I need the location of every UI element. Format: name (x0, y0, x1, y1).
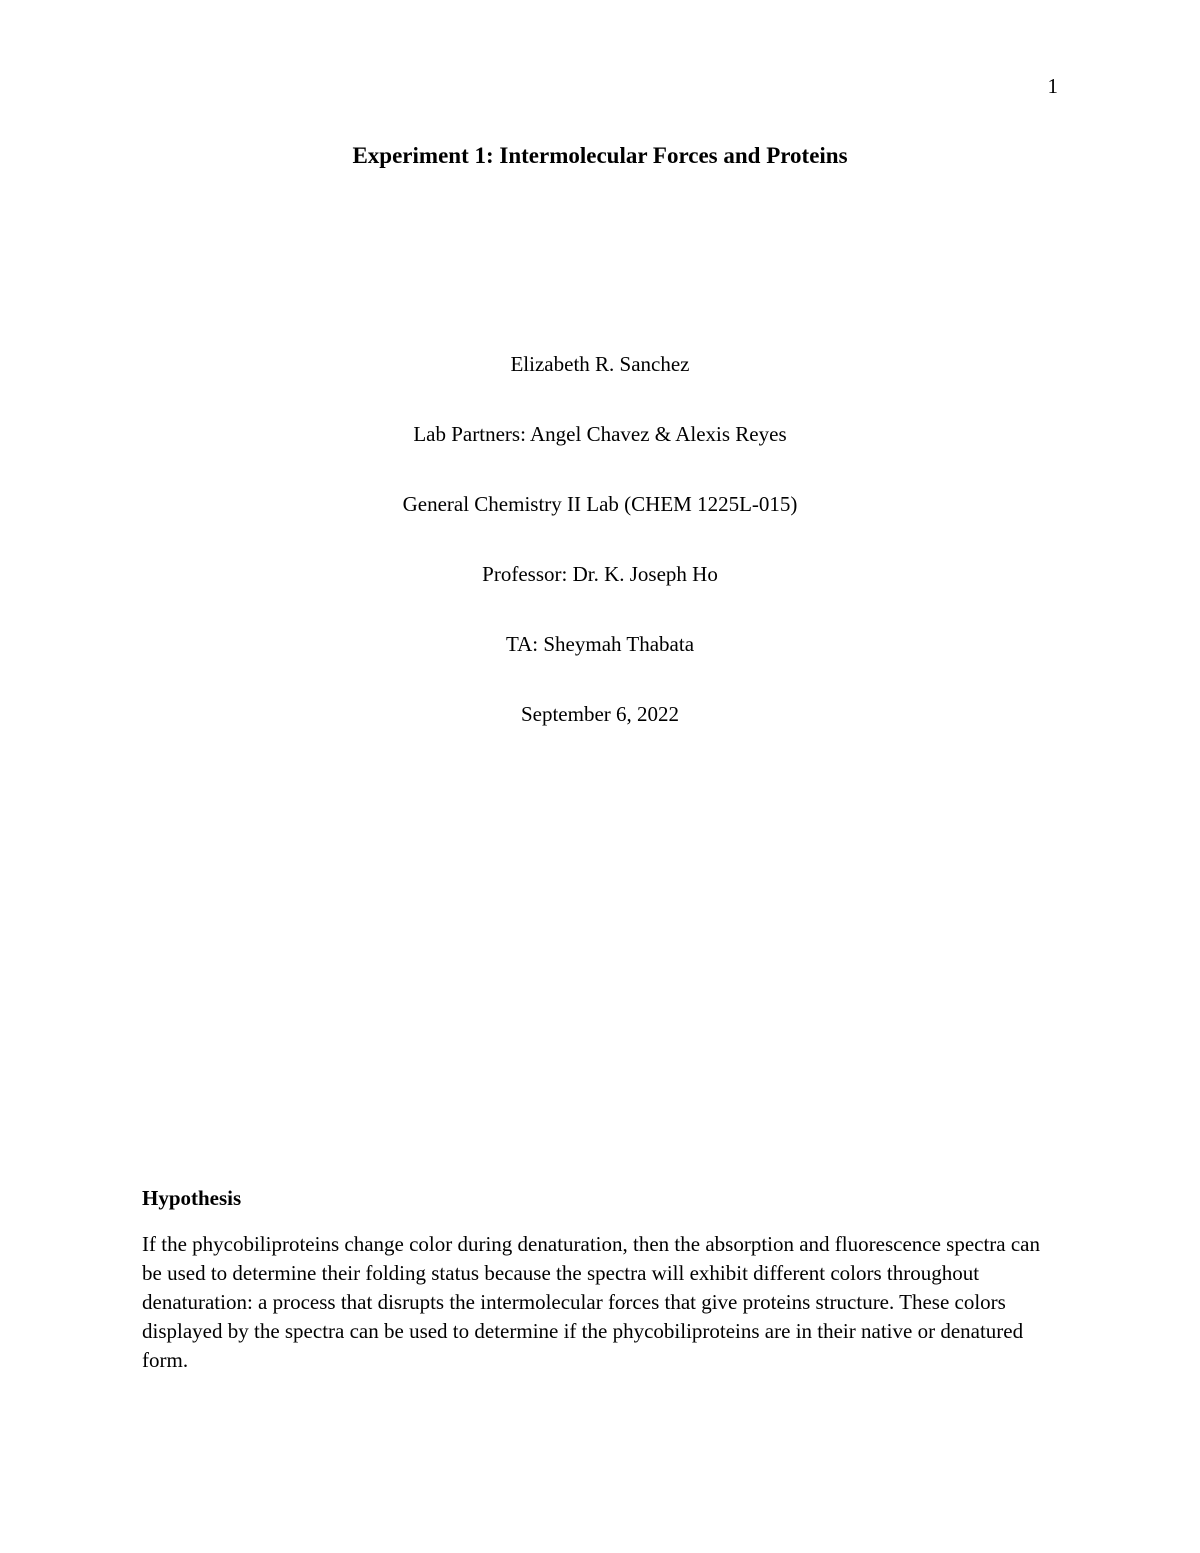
hypothesis-heading: Hypothesis (142, 1186, 242, 1210)
author-name: Elizabeth R. Sanchez (510, 352, 690, 376)
hypothesis-body: If the phycobiliproteins change color during denaturation, then the absorption and fluorescence spectra can be used to determine their folding status because the spectra will exhibit different colors throughout denaturation: a process that disrupts the intermolecular forces that give proteins structure. These colors displayed by the spectra can be used to determine if the phycobiliproteins are in their native or denatured form. (142, 1232, 1041, 1372)
lab-partners: Lab Partners: Angel Chavez & Alexis Reyes (413, 422, 787, 446)
course-name: General Chemistry II Lab (CHEM 1225L-015) (402, 492, 798, 516)
title-block (0, 350, 1200, 770)
page-number: 1 (1047, 74, 1058, 98)
document-title: Experiment 1: Intermolecular Forces and Proteins (352, 143, 848, 168)
ta-name: TA: Sheymah Thabata (505, 632, 695, 656)
professor-name: Professor: Dr. K. Joseph Ho (482, 562, 718, 586)
report-date: September 6, 2022 (520, 702, 680, 726)
